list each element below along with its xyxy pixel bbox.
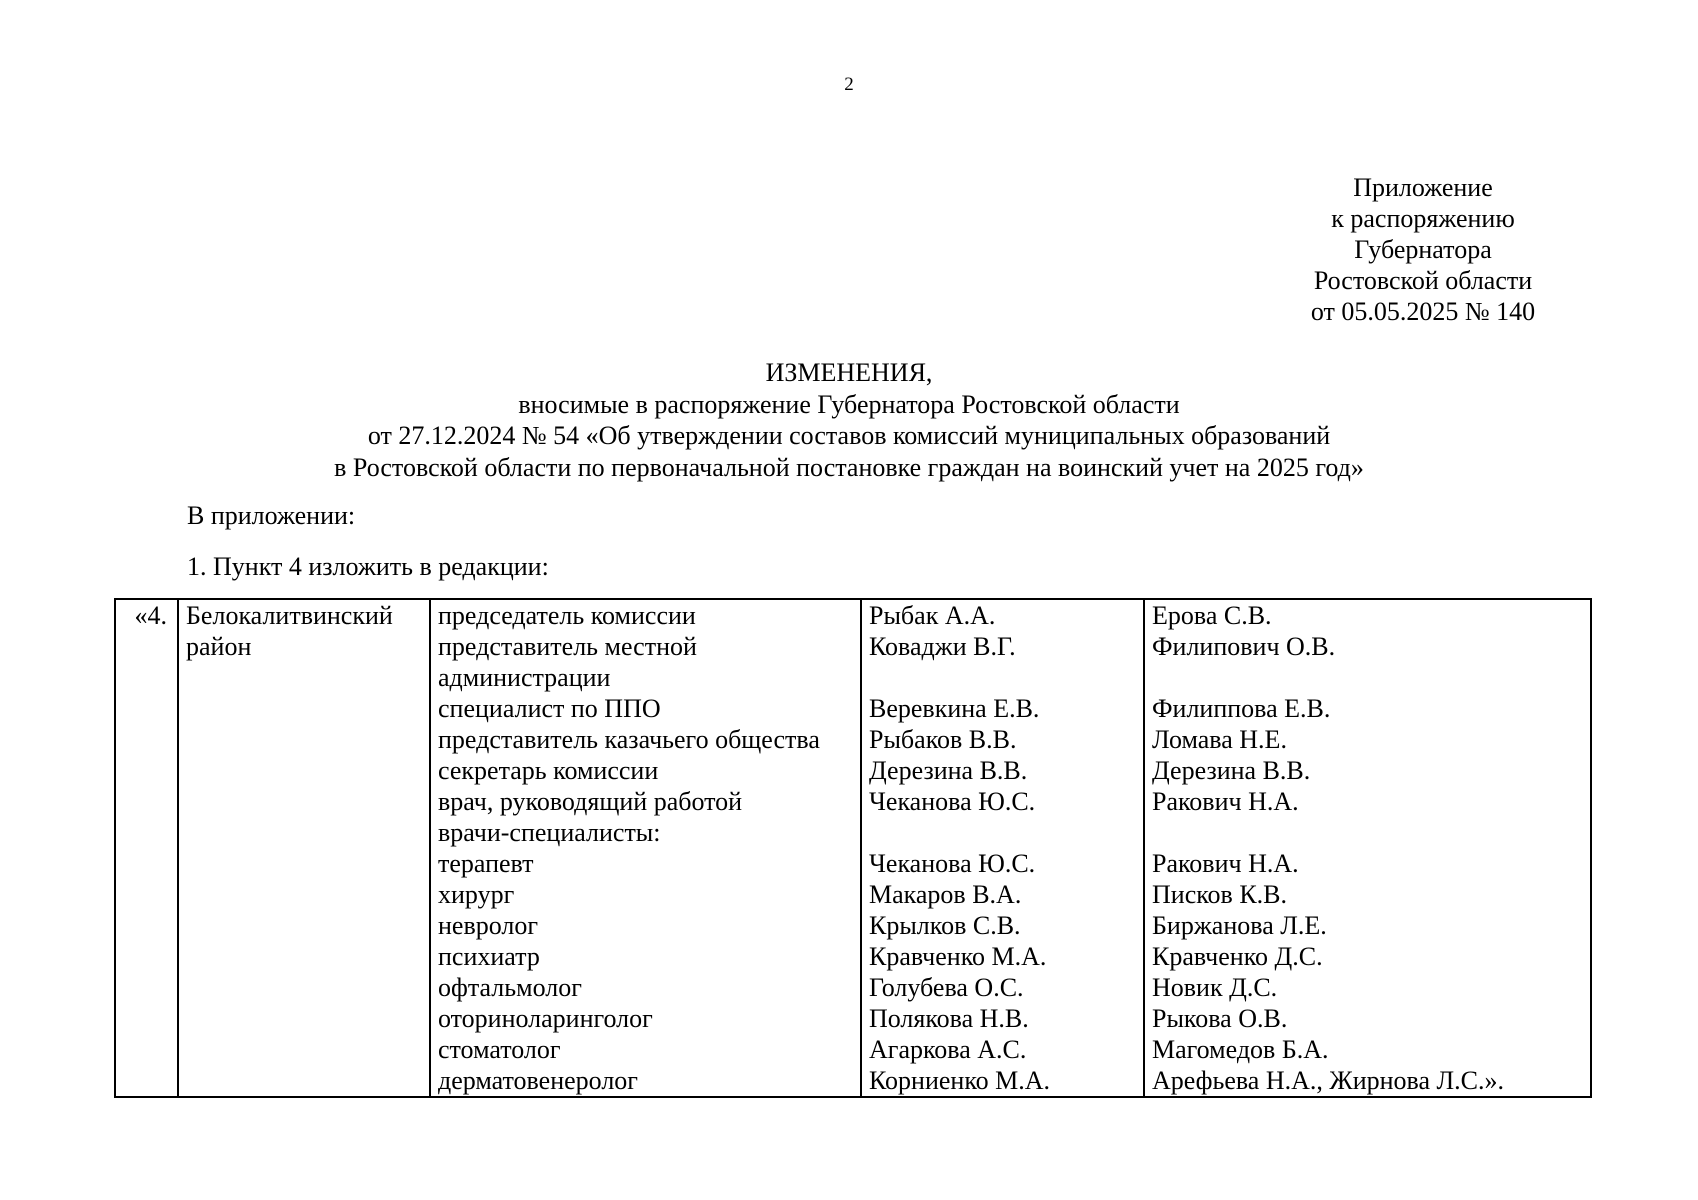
main-member-name: Полякова Н.В. [869,1004,1029,1033]
main-member-name: Макаров В.А. [869,880,1022,909]
district-cell [178,599,430,1097]
main-member-name: Крылков С.В. [869,911,1021,940]
main-member-name: Чеканова Ю.С. [869,787,1036,816]
role-label: психиатр [438,942,540,971]
main-member-name: Кравченко М.А. [869,942,1047,971]
commission-table [114,598,1592,1098]
appendix-line: Губернатора [1354,235,1492,264]
reserve-member-name: Магомедов Б.А. [1152,1035,1329,1064]
reserve-member-name: Арефьева Н.А., Жирнова Л.С.». [1152,1066,1504,1095]
main-member-name: Корниенко М.А. [869,1066,1051,1095]
role-label: специалист по ППО [438,694,661,723]
main-member-name: Коваджи В.Г. [869,632,1016,661]
role-label: невролог [438,911,539,940]
main-member-name: Чеканова Ю.С. [869,849,1036,878]
intro-paragraph: В приложении: [187,501,356,530]
roles-cell [430,599,861,1097]
main-members-cell [861,599,1144,1097]
main-member-name: Рыбак А.А. [869,601,996,630]
reserve-member-name: Ракович Н.А. [1152,787,1299,816]
item-1-paragraph: 1. Пункт 4 изложить в редакции: [187,552,549,581]
role-label: врач, руководящий работой [438,787,743,816]
role-label: секретарь комиссии [438,756,659,785]
reserve-member-name: Новик Д.С. [1152,973,1278,1002]
appendix-line: от 05.05.2025 № 140 [1310,297,1536,326]
role-label: дерматовенеролог [438,1066,638,1095]
role-label: офтальмолог [438,973,582,1002]
reserve-member-name [1152,817,1590,848]
reserve-member-name [1152,662,1590,693]
district-name-line: район [186,632,252,661]
heading-line: в Ростовской области по первоначальной постановке граждан на воинский учет на 2025 год» [334,452,1364,482]
reserve-member-name: Ломава Н.Е. [1152,725,1287,754]
reserve-members-cell [1144,599,1591,1097]
role-label: стоматолог [438,1035,561,1064]
main-member-name: Голубева О.С. [869,973,1024,1002]
reserve-member-name: Филиппова Е.В. [1152,694,1331,723]
district-name-line: Белокалитвинский [186,601,393,630]
table-row [115,599,1591,1097]
heading-line: от 27.12.2024 № 54 «Об утверждении составов комиссий муниципальных образований [367,421,1331,450]
role-label: администрации [438,663,611,692]
item-number-cell [115,599,178,1097]
appendix-block [1258,172,1588,327]
main-member-name: Веревкина Е.В. [869,694,1040,723]
role-label: оториноларинголог [438,1004,653,1033]
role-label: представитель местной [438,632,697,661]
appendix-line: к распоряжению [1331,204,1515,233]
main-member-name: Агаркова А.С. [869,1035,1027,1064]
role-label: врачи-специалисты: [438,818,661,847]
role-label: представитель казачьего общества [438,725,820,754]
main-member-name [869,817,1143,848]
heading-line: вносимые в распоряжение Губернатора Ростовской области [518,389,1180,419]
page-number: 2 [844,74,854,95]
reserve-member-name: Писков К.В. [1152,880,1288,909]
main-member-name [869,662,1143,693]
appendix-line: Ростовской области [1313,266,1533,295]
item-number: «4. [134,601,167,630]
reserve-member-name: Ракович Н.А. [1152,849,1299,878]
document-heading [0,357,1698,483]
reserve-member-name: Ерова С.В. [1152,601,1272,630]
appendix-line: Приложение [1353,173,1493,202]
reserve-member-name: Дерезина В.В. [1152,756,1311,785]
heading-title: ИЗМЕНЕНИЯ, [765,358,933,387]
reserve-member-name: Рыкова О.В. [1152,1004,1288,1033]
main-member-name: Дерезина В.В. [869,756,1028,785]
role-label: терапевт [438,849,534,878]
main-member-name: Рыбаков В.В. [869,725,1017,754]
reserve-member-name: Филипович О.В. [1152,632,1336,661]
role-label: хирург [438,880,515,909]
reserve-member-name: Кравченко Д.С. [1152,942,1323,971]
reserve-member-name: Биржанова Л.Е. [1152,911,1327,940]
role-label: председатель комиссии [438,601,696,630]
